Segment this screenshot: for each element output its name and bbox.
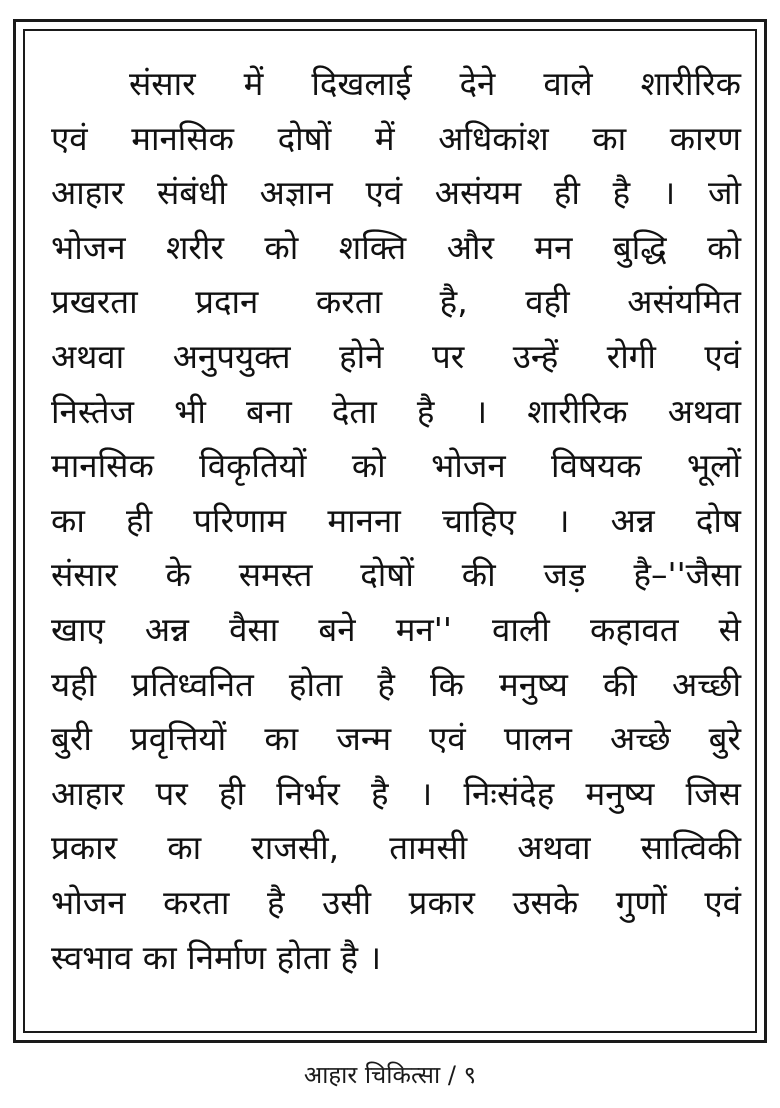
text-line: संसार के समस्त दोषों की जड़ है–''जैसा <box>51 555 741 595</box>
text-line: अथवा अनुपयुक्त होने पर उन्हें रोगी एवं <box>51 336 741 376</box>
text-line: स्वभाव का निर्माण होता है । <box>51 937 382 977</box>
text-line: खाए अन्न वैसा बने मन'' वाली कहावत से <box>51 609 741 649</box>
text-line: एवं मानसिक दोषों में अधिकांश का कारण <box>51 118 741 158</box>
text-line: मानसिक विकृतियों को भोजन विषयक भूलों <box>51 446 741 486</box>
text-line: आहार पर ही निर्भर है । निःसंदेह मनुष्य जिस <box>51 773 741 813</box>
text-line: प्रखरता प्रदान करता है, वही असंयमित <box>51 282 741 322</box>
text-line: बुरी प्रवृत्तियों का जन्म एवं पालन अच्छे बुरे <box>51 719 741 759</box>
text-line: का ही परिणाम मानना चाहिए । अन्न दोष <box>51 500 741 540</box>
page-footer: आहार चिकित्सा / ९ <box>303 1061 477 1089</box>
page-border-outer <box>13 19 767 1043</box>
passage-text <box>51 57 741 985</box>
page-border-inner <box>23 29 757 1033</box>
text-line: यही प्रतिध्वनित होता है कि मनुष्य की अच्छी <box>51 664 741 704</box>
text-line: संसार में दिखलाई देने वाले शारीरिक <box>129 64 741 103</box>
text-line: प्रकार का राजसी, तामसी अथवा सात्विकी <box>51 828 741 868</box>
text-line: निस्तेज भी बना देता है । शारीरिक अथवा <box>51 391 741 431</box>
text-line: आहार संबंधी अज्ञान एवं असंयम ही है । जो <box>51 173 741 213</box>
text-line: भोजन करता है उसी प्रकार उसके गुणों एवं <box>51 882 741 922</box>
text-line: भोजन शरीर को शक्ति और मन बुद्धि को <box>51 227 741 267</box>
